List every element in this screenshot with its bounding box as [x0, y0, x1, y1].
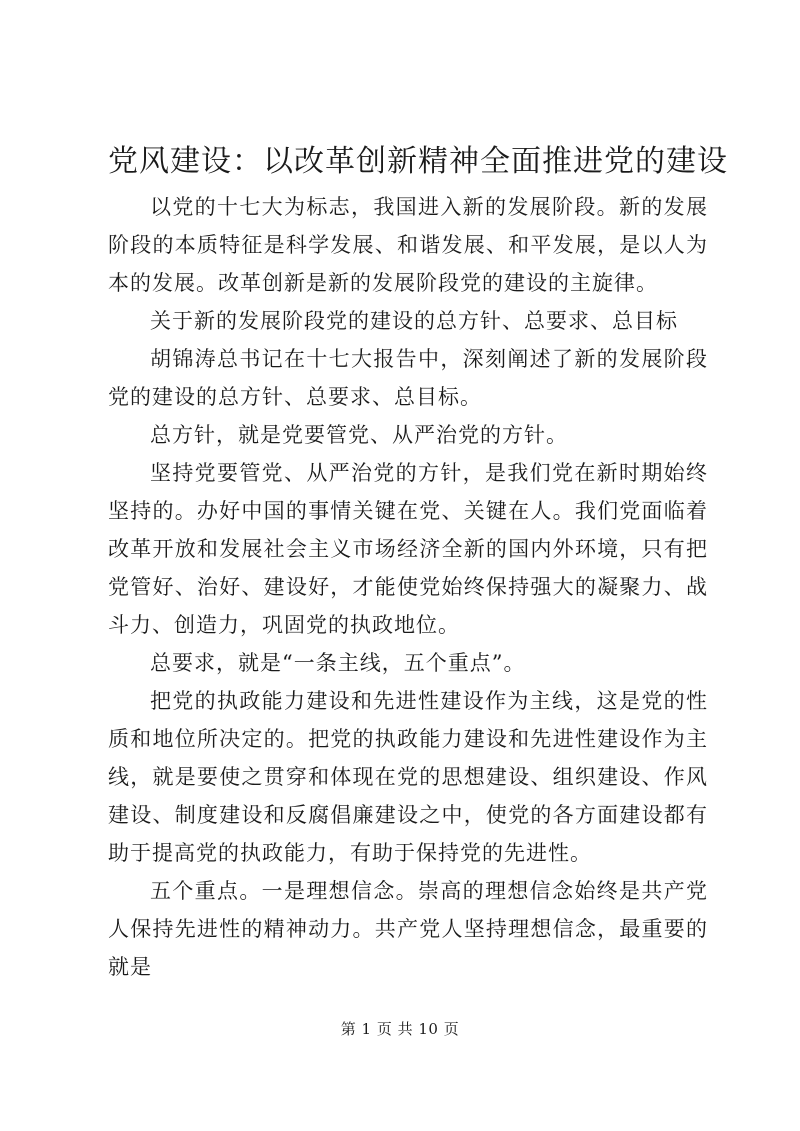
document-body — [108, 188, 708, 986]
paragraph-intro: 以党的十七大为标志，我国进入新的发展阶段。新的发展阶段的本质特征是科学发展、和谐发展、和平发展，是以人为本的发展。改革创新是新的发展阶段党的建设的主旋律。 — [108, 195, 708, 295]
paragraph-five-focuses: 五个重点。一是理想信念。崇高的理想信念始终是共产党人保持先进性的精神动力。共产党人坚持理想信念，最重要的就是 — [108, 879, 708, 979]
document-title: 党风建设：以改革创新精神全面推进党的建设 — [108, 144, 728, 179]
paragraph-general-requirement: 总要求，就是“一条主线，五个重点”。 — [150, 651, 526, 675]
paragraph-main-line: 把党的执政能力建设和先进性建设作为主线，这是党的性质和地位所决定的。把党的执政能力建设和先进性建设作为主线，就是要使之贯穿和体现在党的思想建设、组织建设、作风建设、制度建设和反腐倡廉建设之中，使党的各方面建设都有助于提高党的执政能力，有助于保持党的先进性。 — [108, 689, 708, 865]
page-number-footer: 第 1 页 共 10 页 — [340, 1020, 460, 1038]
paragraph-general-policy: 总方针，就是党要管党、从严治党的方针。 — [150, 423, 568, 447]
paragraph-report: 胡锦涛总书记在十七大报告中，深刻阐述了新的发展阶段党的建设的总方针、总要求、总目标。 — [108, 347, 708, 409]
paragraph-section-heading: 关于新的发展阶段党的建设的总方针、总要求、总目标 — [150, 309, 678, 333]
paragraph-policy-detail: 坚持党要管党、从严治党的方针，是我们党在新时期始终坚持的。办好中国的事情关键在党、关键在人。我们党面临着改革开放和发展社会主义市场经济全新的国内外环境，只有把党管好、治好、建设好，才能使党始终保持强大的凝聚力、战斗力、创造力，巩固党的执政地位。 — [108, 461, 708, 637]
